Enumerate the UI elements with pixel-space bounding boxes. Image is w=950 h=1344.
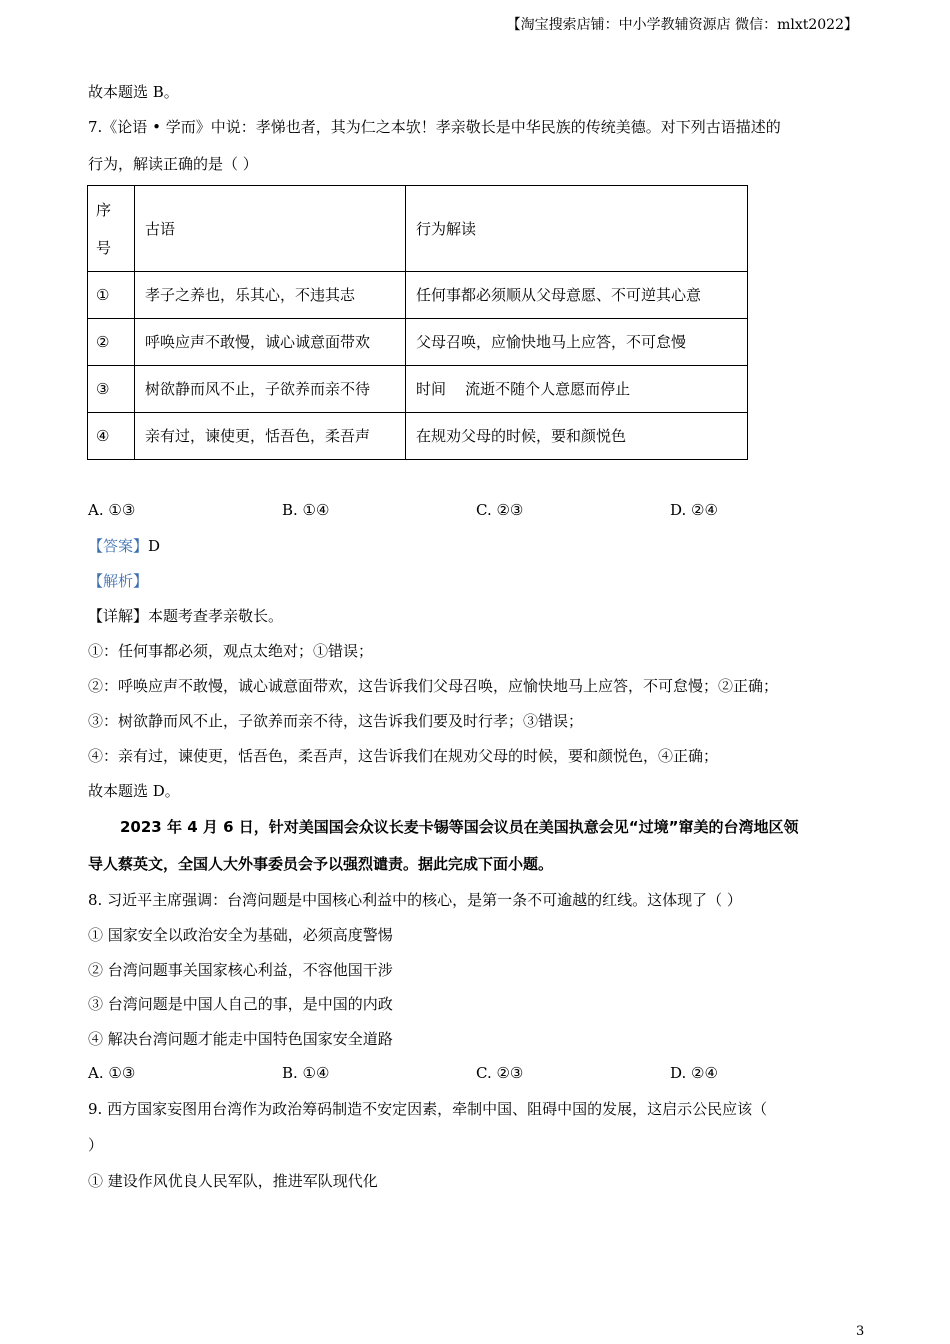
- q9-stem-line2: ）: [88, 1136, 104, 1154]
- explanation-2: ②：呼唤应声不敢慢，诚心诚意面带欢，这告诉我们父母召唤，应愉快地马上应答，不可怠慢；②正确；: [88, 677, 779, 695]
- q7-option-b: B. ①④: [282, 501, 330, 519]
- q8-item-1: ① 国家安全以政治安全为基础，必须高度警惕: [88, 926, 393, 944]
- row-reading: 父母召唤，应愉快地马上应答，不可怠慢: [406, 319, 748, 366]
- q7-option-d: D. ②④: [670, 501, 718, 519]
- q7-detail: [88, 606, 283, 626]
- q7-stem-line2: 行为，解读正确的是（ ）: [88, 155, 258, 173]
- answer-tag: 【答案】: [88, 537, 149, 555]
- row-saying: 孝子之养也，乐其心，不违其志: [135, 272, 406, 319]
- row-no: ④: [88, 413, 135, 460]
- q8-stem: 8. 习近平主席强调：台湾问题是中国核心利益中的核心，是第一条不可逾越的红线。这体现了（ ）: [88, 891, 742, 909]
- table-row: [88, 413, 748, 460]
- page-header: 【淘宝搜索店铺：中小学教辅资源店 微信：mlxt2022】: [506, 17, 858, 33]
- q8-item-2: ② 台湾问题事关国家核心利益，不容他国干涉: [88, 961, 393, 979]
- row-saying: 树欲静而风不止，子欲养而亲不待: [135, 366, 406, 413]
- q8-option-d: D. ②④: [670, 1064, 718, 1082]
- q8-item-3: ③ 台湾问题是中国人自己的事，是中国的内政: [88, 995, 393, 1013]
- prev-conclusion: 故本题选 B。: [88, 83, 179, 101]
- q7-option-a: A. ①③: [88, 501, 136, 519]
- q7-table: [87, 185, 748, 460]
- row-no: ①: [88, 272, 135, 319]
- row-saying: 呼唤应声不敢慢，诚心诚意面带欢: [135, 319, 406, 366]
- table-header-row: [88, 186, 748, 272]
- row-reading: 任何事都必须顺从父母意愿、不可逆其心意: [406, 272, 748, 319]
- explanation-1: ①：任何事都必须，观点太绝对；①错误；: [88, 642, 374, 660]
- q7-conclusion: 故本题选 D。: [88, 782, 180, 800]
- answer-value: D: [148, 537, 161, 555]
- analysis-tag: 【解析】: [88, 572, 149, 590]
- q9-stem-line1: 9. 西方国家妄图用台湾作为政治筹码制造不安定因素，牵制中国、阻碍中国的发展，这启示公民应该（: [88, 1100, 768, 1118]
- q8-option-c: C. ②③: [476, 1064, 524, 1082]
- page-number: 3: [856, 1324, 865, 1339]
- explanation-3: ③：树欲静而风不止，子欲养而亲不待，这告诉我们要及时行孝；③错误；: [88, 712, 584, 730]
- material-line1: 2023 年 4 月 6 日，针对美国国会众议长麦卡锡等国会议员在美国执意会见“过境”窜美的台湾地区领: [120, 818, 799, 836]
- material-line2: 导人蔡英文，全国人大外事委员会予以强烈谴责。据此完成下面小题。: [88, 855, 554, 873]
- row-no: ③: [88, 366, 135, 413]
- row-reading: 时间 流逝不随个人意愿而停止: [406, 366, 748, 413]
- header-reading: 行为解读: [406, 186, 748, 272]
- row-saying: 亲有过，谏使更，恬吾色，柔吾声: [135, 413, 406, 460]
- q8-option-b: B. ①④: [282, 1064, 330, 1082]
- explanation-4: ④：亲有过，谏使更，恬吾色，柔吾声，这告诉我们在规劝父母的时候，要和颜悦色，④正确；: [88, 747, 719, 765]
- detail-intro: 本题考查孝亲敬长。: [148, 607, 284, 625]
- table-row: [88, 272, 748, 319]
- q9-item-1: ① 建设作风优良人民军队，推进军队现代化: [88, 1172, 378, 1190]
- table-row: [88, 319, 748, 366]
- row-reading: 在规劝父母的时候，要和颜悦色: [406, 413, 748, 460]
- table-row: [88, 366, 748, 413]
- q7-option-c: C. ②③: [476, 501, 524, 519]
- q8-item-4: ④ 解决台湾问题才能走中国特色国家安全道路: [88, 1030, 393, 1048]
- header-no: 序 号: [88, 186, 135, 272]
- header-saying: 古语: [135, 186, 406, 272]
- q7-stem-line1: 7.《论语 • 学而》中说：孝悌也者，其为仁之本欤！孝亲敬长是中华民族的传统美德。对下列古语描述的: [88, 118, 781, 136]
- row-no: ②: [88, 319, 135, 366]
- q7-answer: [88, 536, 160, 556]
- detail-tag: 【详解】: [88, 607, 149, 625]
- q8-option-a: A. ①③: [88, 1064, 136, 1082]
